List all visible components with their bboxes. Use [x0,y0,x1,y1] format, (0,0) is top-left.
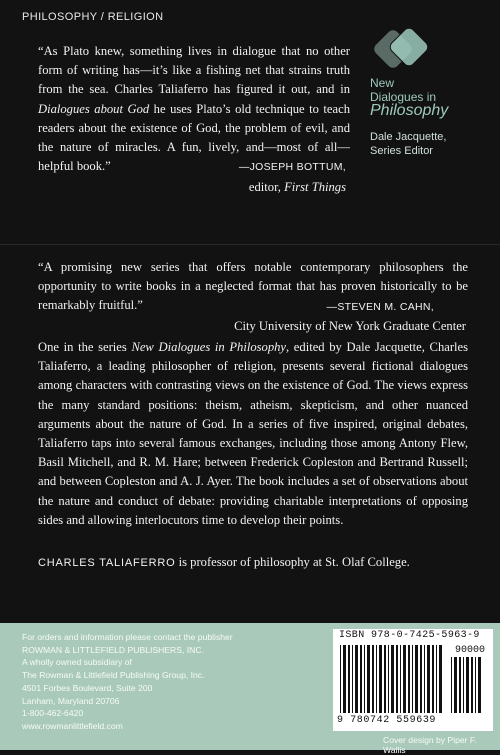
praise-quote-bottum [38,42,350,197]
barcode-bar [427,645,430,713]
barcode-bar [463,657,464,713]
barcode-bar [451,657,452,713]
barcode-bar [415,645,418,713]
barcode-bar [396,645,398,713]
author-bio: CHARLES TALIAFERRO is professor of philosophy at St. Olaf College. [38,555,410,569]
barcode-bar [420,645,422,713]
barcode-bar [424,645,425,713]
barcode-bar [432,645,434,713]
barcode-bar [391,645,394,713]
barcode-bar [367,645,370,713]
barcode-bar [408,645,410,713]
attribution-name: —JOSEPH BOTTUM, [238,161,346,174]
barcode-main-icon [339,645,445,715]
isbn-label: ISBN 978-0-7425-5963-9 [339,630,480,641]
barcode-box [333,629,493,731]
book-description: One in the series New Dialogues in Philosophy, edited by Dale Jacquette, Charles Taliaferro, a leading philosopher of religion, presents several fictional dialogues among characters with contrasting views on the existence of God. The views express the many standard positions: theism, atheism, skepticism, and other nuanced arguments about the nature of God. In a series of five inspired, original debates, Taliaferro taps into several famous exchanges, including those among Antony Flew, Basil Mitchell, and R. M. Hare; between Frederick Copleston and Bertrand Russell; and between Copleston and A. J. Ayer. The book includes a set of observations about the nature and conduct of debate: providing charitable interpretations of opposing sides and allowing interlocutors time to develop their points. [38,340,469,527]
quote2-attribution: —STEVEN M. CAHN, [326,300,434,313]
barcode-bar [340,645,341,713]
quote2-text: “A promising new series that offers notable contemporary philosophers the opportunity to write books in a neglected format that has proven historically to be remarkably fruitful.” [38,260,468,313]
barcode-bar [466,657,469,713]
barcode-bar [384,645,386,713]
barcode-bar [478,657,481,713]
book-title-italic: Dialogues about God [38,101,150,116]
barcode-bar [352,645,353,713]
barcode-addon-icon [450,657,486,715]
barcode-bar [475,657,476,713]
cover-credit: Cover design by Piper F. Wallis [383,735,477,755]
barcode-bar [459,657,461,713]
quote2-affiliation: City University of New York Graduate Center [234,318,466,333]
publisher-website[interactable]: www.rowmanlittlefield.com [22,720,123,731]
barcode-bar [372,645,374,713]
barcode-bar [364,645,365,713]
barcode-bar [471,657,473,713]
barcode-bar [388,645,389,713]
barcode-bar [360,645,362,713]
quote-text-part1: “As Plato knew, something lives in dialogue that no other form of writing has—it’s like a fishing net that strains truth from the sea. Charles Taliaferro has figured it out, and in [38,44,350,97]
publication-name: First Things [284,179,346,194]
barcode-bar [355,645,358,713]
barcode-bar [343,645,346,713]
series-badge [370,28,485,158]
barcode-bar [376,645,377,713]
price-code: 90000 [454,645,485,656]
barcode-digits: 9 780742 559639 [337,715,437,726]
barcode-bar [439,645,442,713]
barcode-bar [379,645,382,713]
section-divider [0,244,500,245]
publisher-info: For orders and information please contact the publisher ROWMAN & LITTLEFIELD PUBLISHERS, INC. A wholly owned subsidiary of The Rowman & Littlefield Publishing Group, Inc. 4501 Forbes Boulevard, Suite 200 Lanham, Maryland 20706 1-800-462-6420 www.rowmanlittlefield.com [22,631,282,733]
barcode-bar [436,645,437,713]
series-logo-icon [374,28,432,72]
category-label: PHILOSOPHY / RELIGION [22,11,164,23]
series-editor: Dale Jacquette, Series Editor [370,131,447,157]
barcode-bar [412,645,413,713]
barcode-bar [403,645,406,713]
author-name: CHARLES TALIAFERRO [38,557,176,569]
barcode-bar [400,645,401,713]
series-name-italic: New Dialogues in Philosophy [131,340,287,354]
quote-attribution-role: editor, First Things [248,179,346,194]
quote-text-part2: he uses Plato’s old technique to teach readers about the existence of God, the problem of evil, and the nature of miracles. A fun, lively, and—most of all—helpful book.” [38,101,350,174]
series-title: New Dialogues in Philosophy [370,76,449,119]
bottom-band [0,623,500,755]
barcode-bar [454,657,457,713]
barcode-bar [348,645,350,713]
praise-quote-cahn [38,258,468,336]
